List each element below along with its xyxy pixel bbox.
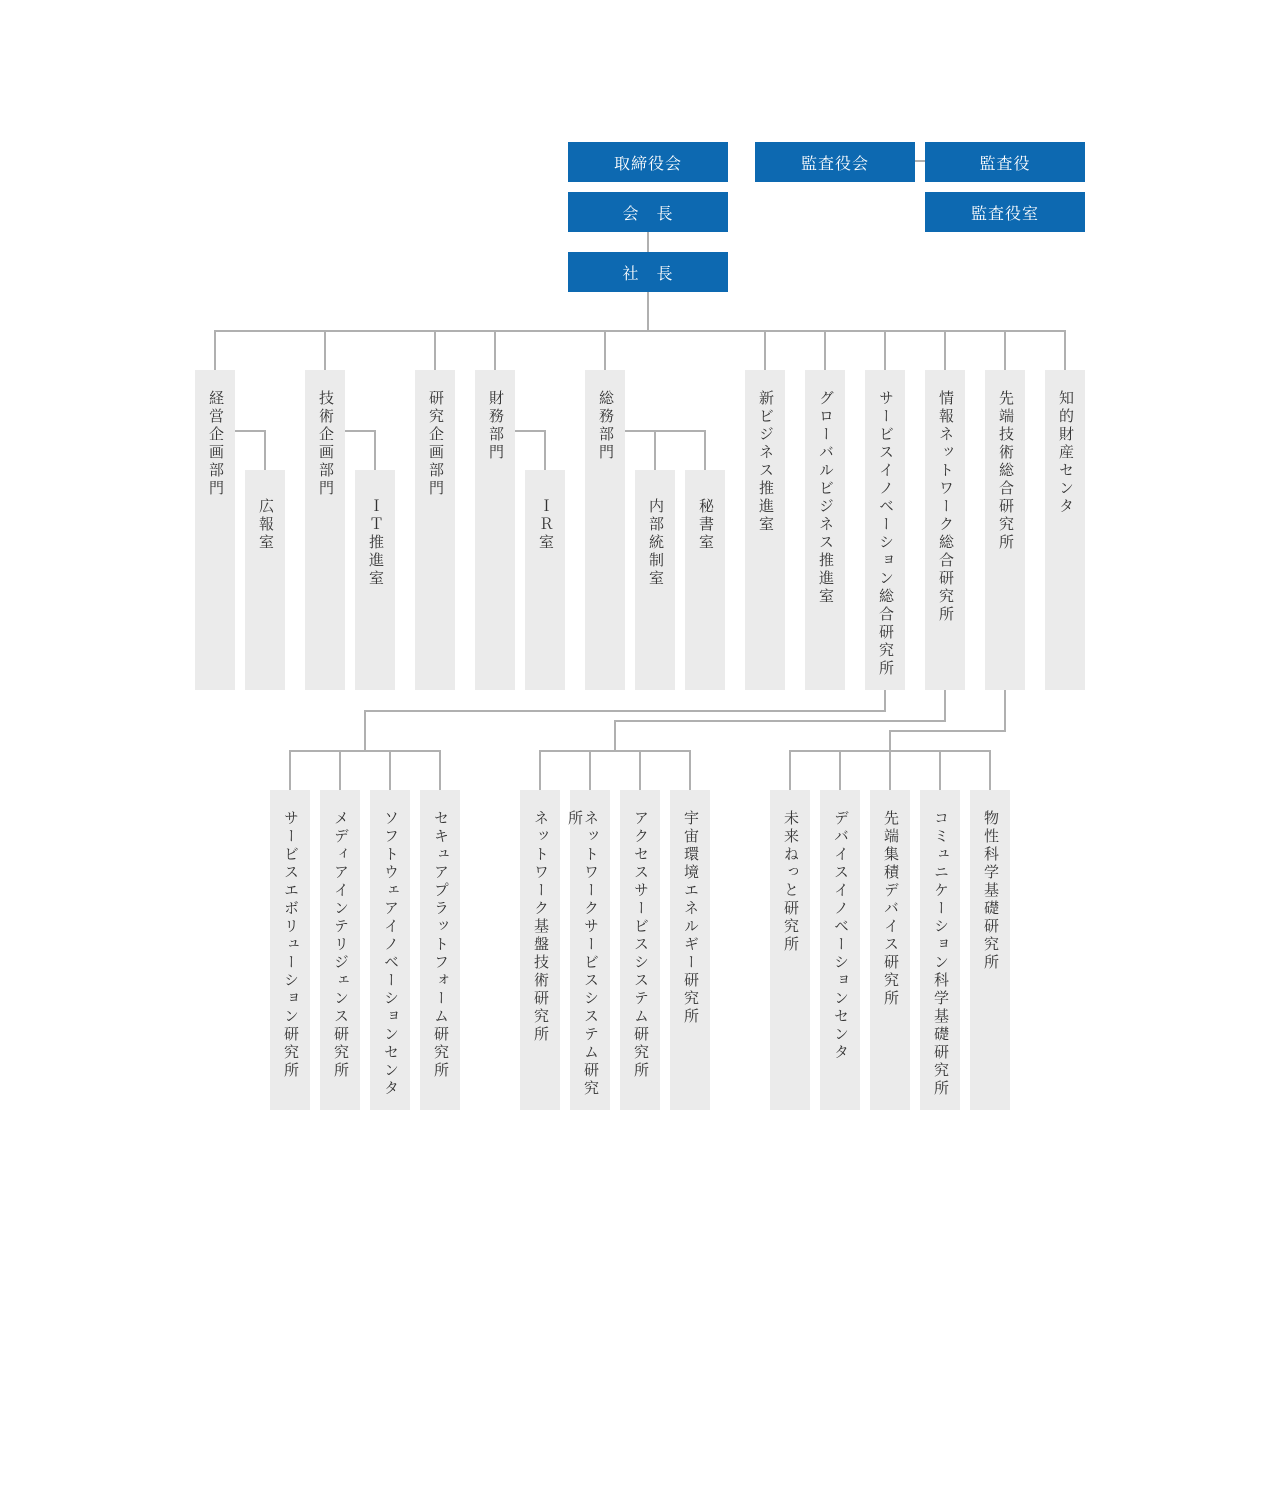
connector-line [654,430,656,470]
connector-line [289,750,441,752]
connector-line [324,330,326,370]
lab-media-intelligence: メディアインテリジェンス研究所 [320,790,360,1110]
connector-line [214,330,216,370]
connector-line [884,330,886,370]
connector-line [515,430,545,432]
dept-global-business-promotion: グローバルビジネス推進室 [805,370,845,690]
connector-line [494,330,496,370]
dept-service-innovation-labs: サービスイノベーション総合研究所 [865,370,905,690]
lab-space-environment-energy: 宇宙環境エネルギー研究所 [670,790,710,1110]
connector-line [439,750,441,790]
connector-line [839,750,841,790]
dept-technology-planning: 技術企画部門 [305,370,345,690]
connector-line [789,750,991,752]
connector-line [389,750,391,790]
connector-line [647,232,649,252]
connector-line [364,710,366,752]
lab-secure-platform: セキュアプラットフォーム研究所 [420,790,460,1110]
dept-new-business-promotion: 新ビジネス推進室 [745,370,785,690]
lab-access-service-systems: アクセスサービスシステム研究所 [620,790,660,1110]
office-public-relations: 広報室 [245,470,285,690]
lab-software-innovation-center: ソフトウェアイノベーションセンタ [370,790,410,1110]
connector-line [374,430,376,470]
connector-line [539,750,691,752]
box-audit-and-supervisory-board-members: 監査役 [925,142,1085,182]
connector-line [889,730,891,790]
box-chairman: 会 長 [568,192,728,232]
lab-device-innovation-center: デバイスイノベーションセンタ [820,790,860,1110]
dept-research-planning: 研究企画部門 [415,370,455,690]
office-internal-control: 内部統制室 [635,470,675,690]
box-president: 社 長 [568,252,728,292]
office-ir: ＩＲ室 [525,470,565,690]
connector-line [1004,690,1006,732]
lab-future-net: 未来ねっと研究所 [770,790,810,1110]
lab-basic-research: 物性科学基礎研究所 [970,790,1010,1110]
connector-line [589,750,591,790]
box-audit-office: 監査役室 [925,192,1085,232]
connector-line [434,330,436,370]
connector-line [915,160,925,162]
connector-line [614,720,616,752]
connector-line [214,330,1066,332]
lab-communication-science: コミュニケーション科学基礎研究所 [920,790,960,1110]
connector-line [884,690,886,712]
connector-line [614,720,946,722]
connector-line [345,430,375,432]
connector-line [824,330,826,370]
connector-line [704,430,706,470]
connector-line [647,292,649,332]
connector-line [339,750,341,790]
box-audit-and-supervisory-board: 監査役会 [755,142,915,182]
connector-line [789,750,791,790]
lab-network-service-systems: ネットワークサービスシステム研究所 [570,790,610,1110]
dept-advanced-technology-labs: 先端技術総合研究所 [985,370,1025,690]
connector-line [939,750,941,790]
dept-general-affairs: 総務部門 [585,370,625,690]
connector-line [944,330,946,370]
connector-line [364,710,886,712]
dept-finance: 財務部門 [475,370,515,690]
box-board-of-directors: 取締役会 [568,142,728,182]
connector-line [289,750,291,790]
connector-line [944,690,946,722]
office-it-promotion: ＩＴ推進室 [355,470,395,690]
connector-line [989,750,991,790]
lab-advanced-integrated-devices: 先端集積デバイス研究所 [870,790,910,1110]
connector-line [264,430,266,470]
connector-line [1064,330,1066,370]
connector-line [764,330,766,370]
connector-line [544,430,546,470]
connector-line [689,750,691,790]
connector-line [539,750,541,790]
connector-line [625,430,705,432]
lab-service-evolution: サービスエボリューション研究所 [270,790,310,1110]
connector-line [889,730,1006,732]
office-secretariat: 秘書室 [685,470,725,690]
dept-intellectual-property-center: 知的財産センタ [1045,370,1085,690]
connector-line [604,330,606,370]
dept-management-planning: 経営企画部門 [195,370,235,690]
lab-network-technology: ネットワーク基盤技術研究所 [520,790,560,1110]
dept-information-network-labs: 情報ネットワーク総合研究所 [925,370,965,690]
connector-line [235,430,265,432]
connector-line [1004,330,1006,370]
connector-line [639,750,641,790]
